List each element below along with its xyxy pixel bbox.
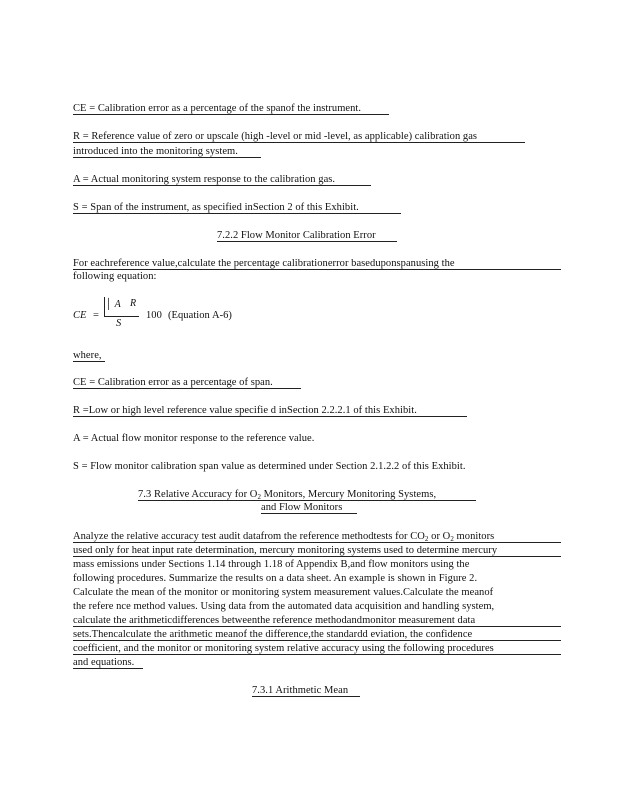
intro-line2: following equation: bbox=[73, 271, 157, 282]
underline bbox=[73, 114, 389, 115]
monitors-word: monitors bbox=[453, 531, 495, 542]
underline bbox=[261, 513, 357, 514]
intro-line1: For eachreference value,calculate the percentage calibrationerror baseduponspanusing the bbox=[73, 258, 455, 269]
underline bbox=[73, 556, 561, 557]
body-line-6: the refere nce method values. Using data from the automated data acquisition and handling system, bbox=[73, 601, 495, 612]
body-line-5: Calculate the mean of the monitor or monitoring system measurement values.Calculate the meanof bbox=[73, 587, 494, 598]
underline bbox=[73, 542, 561, 543]
body-line-7: calculate the arithmeticdifferences betweenthe reference methodandmonitor measurement data bbox=[73, 615, 476, 626]
underline bbox=[73, 416, 467, 417]
underline bbox=[73, 157, 261, 158]
or-o: or O bbox=[428, 531, 451, 542]
body-line-2: used only for heat input rate determination, mercury monitoring systems used to determine mercury bbox=[73, 545, 498, 556]
section-heading-7-3-1: 7.3.1 Arithmetic Mean bbox=[252, 685, 349, 696]
definition-r-line1: R = Reference value of zero or upscale (high -level or mid -level, as applicable) calibration gas bbox=[73, 131, 478, 142]
heading-7-3-subscript: 2 bbox=[257, 493, 261, 501]
equation-factor: 100 bbox=[146, 310, 162, 321]
definition-s: S = Span of the instrument, as specified inSection 2 of this Exhibit. bbox=[73, 202, 359, 213]
equation-r-symbol: R bbox=[130, 298, 137, 309]
body-line-4: following procedures. Summarize the results on a data sheet. An example is shown in Figure 2. bbox=[73, 573, 478, 584]
underline bbox=[73, 626, 561, 627]
heading-7-3-part-a: 7.3 Relative Accuracy for O bbox=[138, 489, 258, 500]
section-heading-7-2-2: 7.2.2 Flow Monitor Calibration Error bbox=[217, 230, 376, 241]
underline bbox=[252, 696, 360, 697]
underline bbox=[73, 185, 371, 186]
equation-label: (Equation A-6) bbox=[168, 310, 232, 321]
where-label: where, bbox=[73, 350, 102, 361]
fraction-bar bbox=[104, 316, 139, 317]
equation-denominator: S bbox=[116, 318, 122, 329]
body-line-9: coefficient, and the monitor or monitoring system relative accuracy using the following procedures bbox=[73, 643, 494, 654]
underline bbox=[73, 654, 561, 655]
underline bbox=[73, 640, 561, 641]
definition2-r: R =Low or high level reference value specifie d inSection 2.2.2.1 of this Exhibit. bbox=[73, 405, 417, 416]
definition2-ce: CE = Calibration error as a percentage of span. bbox=[73, 377, 273, 388]
definition-r-line2: introduced into the monitoring system. bbox=[73, 146, 238, 157]
body-line-3: mass emissions under Sections 1.14 through 1.18 of Appendix B,and flow monitors using the bbox=[73, 559, 470, 570]
equation-lhs: CE bbox=[73, 310, 87, 321]
equation-equals: = bbox=[93, 310, 99, 321]
underline bbox=[73, 668, 143, 669]
co2-subscript: 2 bbox=[424, 535, 429, 543]
definition2-s: S = Flow monitor calibration span value as determined under Section 2.1.2.2 of this Exhibit. bbox=[73, 461, 466, 472]
definition2-a: A = Actual flow monitor response to the reference value. bbox=[73, 433, 315, 444]
heading-7-3-part-b: Monitors, Mercury Monitoring Systems, bbox=[261, 489, 437, 500]
underline bbox=[217, 241, 397, 242]
equation-numerator: │ A bbox=[106, 299, 121, 310]
body-line-10: and equations. bbox=[73, 657, 135, 668]
section-heading-7-3-line2: and Flow Monitors bbox=[261, 502, 343, 513]
underline bbox=[73, 142, 525, 143]
abs-bar-left bbox=[104, 297, 105, 317]
underline bbox=[73, 361, 105, 362]
definition-a: A = Actual monitoring system response to the calibration gas. bbox=[73, 174, 336, 185]
body-line-8: sets.Thencalculate the arithmetic meanof the difference,the standardd eviation, the confidence bbox=[73, 629, 473, 640]
o2-subscript: 2 bbox=[450, 535, 454, 543]
underline bbox=[73, 388, 301, 389]
definition-ce-text: CE = Calibration error as a percentage of the spanof the instrument. bbox=[73, 103, 362, 114]
body-line-1-text: Analyze the relative accuracy test audit datafrom the reference methodtests for CO bbox=[73, 531, 425, 542]
underline bbox=[73, 213, 401, 214]
